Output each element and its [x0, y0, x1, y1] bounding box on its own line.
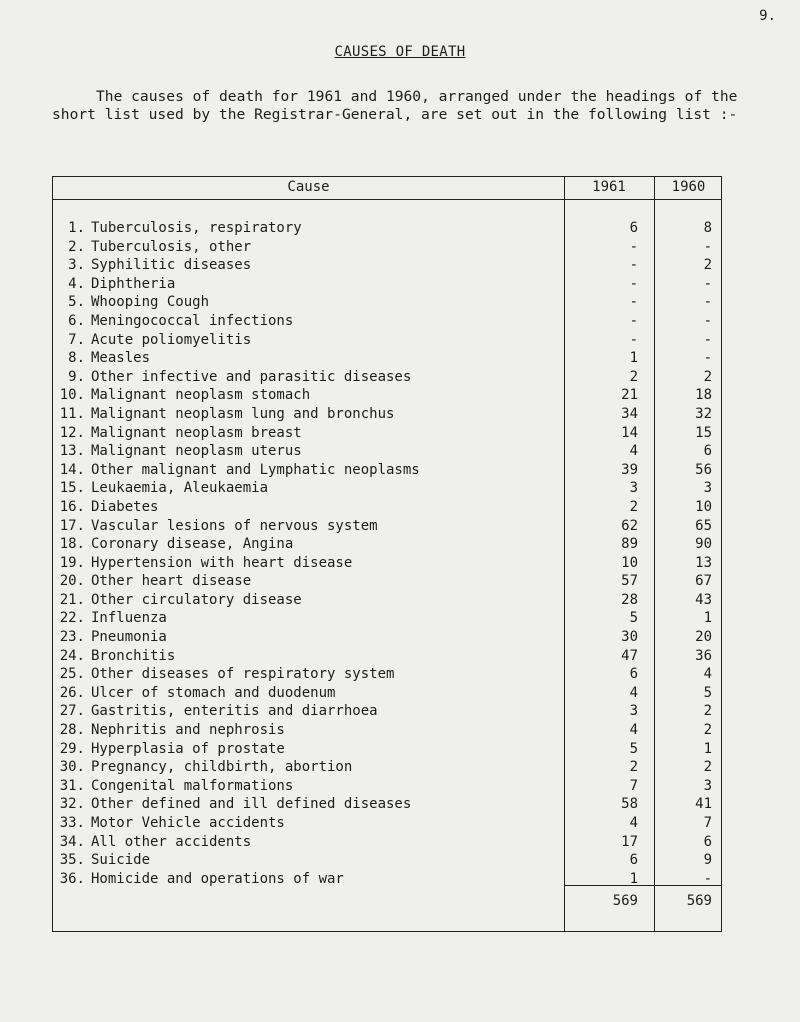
- row-number: 29.: [59, 740, 85, 757]
- row-number: 6.: [68, 312, 85, 329]
- value-1961: 39: [621, 461, 638, 478]
- value-1961: 21: [621, 387, 638, 404]
- cause-name: Malignant neoplasm lung and bronchus: [91, 405, 395, 422]
- value-1960: 43: [695, 591, 712, 608]
- value-1961: -: [629, 294, 638, 311]
- header-1961: 1961: [592, 179, 626, 195]
- row-number: 16.: [59, 498, 85, 515]
- value-1960: 6: [703, 443, 712, 460]
- value-1960: 1: [703, 740, 712, 757]
- header-rule: [53, 199, 721, 200]
- causes-table: [52, 176, 722, 932]
- value-1960: 10: [695, 498, 712, 515]
- row-number: 3.: [68, 257, 85, 274]
- cause-name: Nephritis and nephrosis: [91, 722, 285, 739]
- row-number: 1.: [68, 220, 85, 236]
- value-1960: 41: [695, 796, 712, 813]
- row-number: 31.: [59, 777, 85, 794]
- cause-name: Other diseases of respiratory system: [91, 666, 395, 683]
- value-1960: 18: [695, 387, 712, 404]
- value-1961: 2: [629, 759, 638, 776]
- value-1961: 57: [621, 573, 638, 590]
- table-row: [53, 665, 723, 684]
- value-1960: -: [703, 870, 712, 887]
- cause-name: Other circulatory disease: [91, 591, 302, 608]
- value-1961: 6: [629, 666, 638, 683]
- table-row: [53, 238, 723, 257]
- row-number: 15.: [59, 480, 85, 497]
- cause-name: Whooping Cough: [91, 294, 210, 311]
- row-number: 32.: [59, 796, 85, 813]
- value-1961: 5: [629, 610, 638, 627]
- value-1961: 3: [629, 703, 638, 720]
- value-1960: -: [703, 294, 712, 311]
- value-1960: 90: [695, 536, 712, 553]
- value-1960: 9: [703, 852, 712, 869]
- value-1960: 2: [703, 703, 712, 720]
- table-row: [53, 442, 723, 461]
- cause-name: Leukaemia, Aleukaemia: [91, 480, 269, 497]
- value-1961: 4: [629, 815, 638, 831]
- row-number: 35.: [59, 852, 85, 869]
- value-1961: 89: [621, 536, 638, 553]
- cause-name: Meningococcal infections: [91, 312, 294, 329]
- cause-name: Syphilitic diseases: [91, 257, 252, 274]
- table-row: [53, 331, 723, 350]
- value-1961: 2: [629, 368, 638, 385]
- cause-name: Pregnancy, childbirth, abortion: [91, 759, 353, 776]
- value-1960: 65: [695, 517, 712, 534]
- total-1960: 569: [686, 893, 712, 909]
- value-1960: -: [703, 275, 712, 292]
- table-row: [53, 256, 723, 275]
- row-number: 26.: [59, 684, 85, 701]
- table-row: [53, 386, 723, 405]
- row-number: 30.: [59, 759, 85, 776]
- table-row: [53, 870, 723, 889]
- value-1960: 3: [703, 777, 712, 794]
- row-number: 34.: [59, 833, 85, 850]
- cause-name: Vascular lesions of nervous system: [91, 517, 378, 534]
- row-number: 9.: [68, 368, 85, 385]
- row-number: 17.: [59, 517, 85, 534]
- cause-name: Bronchitis: [91, 647, 176, 664]
- header-1960: 1960: [671, 179, 706, 195]
- table-row: [53, 851, 723, 870]
- table-row: [53, 702, 723, 721]
- cause-name: Malignant neoplasm breast: [91, 424, 302, 441]
- intro-paragraph: The causes of death for 1961 and 1960, arranged under the headings of the short list used by the Registrar-General, are set out in the following list :-: [52, 88, 738, 123]
- value-1961: 1: [629, 870, 638, 887]
- cause-name: Tuberculosis, other: [91, 238, 252, 255]
- row-number: 5.: [68, 294, 85, 311]
- cause-name: Other infective and parasitic diseases: [91, 368, 412, 385]
- value-1961: 4: [629, 722, 638, 739]
- value-1960: 15: [695, 424, 712, 441]
- value-1960: 56: [695, 461, 712, 478]
- value-1960: 32: [695, 405, 712, 422]
- cause-name: Measles: [91, 350, 151, 367]
- value-1961: 47: [621, 647, 638, 664]
- value-1960: 2: [703, 759, 712, 776]
- row-number: 4.: [68, 275, 85, 292]
- value-1961: 17: [621, 833, 638, 850]
- row-number: 27.: [59, 703, 85, 720]
- row-number: 36.: [59, 870, 85, 887]
- value-1961: 10: [621, 554, 638, 571]
- value-1961: -: [629, 238, 638, 255]
- value-1961: 62: [621, 517, 638, 534]
- row-number: 11.: [59, 405, 85, 422]
- table-row: [53, 609, 723, 628]
- value-1961: 4: [629, 443, 638, 460]
- value-1960: -: [703, 238, 712, 255]
- value-1960: -: [703, 312, 712, 329]
- page-title: CAUSES OF DEATH: [334, 44, 466, 60]
- value-1961: 3: [629, 480, 638, 497]
- row-number: 18.: [59, 536, 85, 553]
- table-row: [53, 368, 723, 387]
- cause-name: Other heart disease: [91, 573, 252, 590]
- row-number: 22.: [59, 610, 85, 627]
- value-1960: 36: [695, 647, 712, 664]
- cause-name: Influenza: [91, 610, 167, 627]
- value-1960: -: [703, 350, 712, 367]
- table-row: [53, 833, 723, 852]
- value-1961: 2: [629, 498, 638, 515]
- value-1960: 2: [703, 722, 712, 739]
- cause-name: Hypertension with heart disease: [91, 554, 353, 571]
- value-1961: 6: [629, 220, 638, 236]
- cause-name: Congenital malformations: [91, 777, 294, 794]
- value-1961: -: [629, 257, 638, 274]
- value-1960: 2: [703, 257, 712, 274]
- table-row: [53, 628, 723, 647]
- table-row: [53, 293, 723, 312]
- total-1961: 569: [612, 893, 638, 909]
- value-1960: 7: [703, 815, 712, 831]
- cause-name: Pneumonia: [91, 629, 167, 646]
- cause-name: Hyperplasia of prostate: [91, 740, 285, 757]
- row-number: 24.: [59, 647, 85, 664]
- table-row: [53, 517, 723, 536]
- cause-name: Homicide and operations of war: [91, 870, 344, 887]
- table-row: [53, 219, 723, 238]
- cause-name: Diabetes: [91, 498, 159, 515]
- value-1961: 6: [629, 852, 638, 869]
- cause-name: Motor Vehicle accidents: [91, 815, 285, 831]
- row-number: 23.: [59, 629, 85, 646]
- table-row: [53, 572, 723, 591]
- row-number: 7.: [68, 331, 85, 348]
- table-row: [53, 312, 723, 331]
- value-1960: 4: [703, 666, 712, 683]
- value-1961: 58: [621, 796, 638, 813]
- cause-name: Malignant neoplasm uterus: [91, 443, 302, 460]
- cause-name: Ulcer of stomach and duodenum: [91, 684, 336, 701]
- table-row: [53, 479, 723, 498]
- value-1961: 34: [621, 405, 638, 422]
- row-number: 8.: [68, 350, 85, 367]
- table-row: [53, 461, 723, 480]
- row-number: 25.: [59, 666, 85, 683]
- row-number: 13.: [59, 443, 85, 460]
- page-number: 9.: [759, 8, 776, 24]
- cause-name: Coronary disease, Angina: [91, 536, 294, 553]
- value-1960: 5: [703, 684, 712, 701]
- value-1960: 2: [703, 368, 712, 385]
- value-1960: 20: [695, 629, 712, 646]
- cause-name: Diphtheria: [91, 275, 176, 292]
- value-1961: 4: [629, 684, 638, 701]
- table-row: [53, 721, 723, 740]
- cause-name: Other malignant and Lymphatic neoplasms: [91, 461, 420, 478]
- cause-name: All other accidents: [91, 833, 252, 850]
- table-row: [53, 758, 723, 777]
- row-number: 33.: [59, 815, 85, 831]
- value-1961: 28: [621, 591, 638, 608]
- table-row: [53, 814, 723, 833]
- value-1960: 67: [695, 573, 712, 590]
- table-row: [53, 740, 723, 759]
- cause-name: Gastritis, enteritis and diarrhoea: [91, 703, 378, 720]
- value-1960: 13: [695, 554, 712, 571]
- value-1961: 7: [629, 777, 638, 794]
- cause-name: Tuberculosis, respiratory: [91, 220, 302, 236]
- value-1960: 1: [703, 610, 712, 627]
- value-1961: -: [629, 275, 638, 292]
- cause-name: Suicide: [91, 852, 151, 869]
- value-1961: -: [629, 331, 638, 348]
- value-1960: 3: [703, 480, 712, 497]
- row-number: 21.: [59, 591, 85, 608]
- cause-name: Malignant neoplasm stomach: [91, 387, 311, 404]
- table-row: [53, 777, 723, 796]
- table-row: [53, 554, 723, 573]
- value-1961: 30: [621, 629, 638, 646]
- value-1961: -: [629, 312, 638, 329]
- row-number: 14.: [59, 461, 85, 478]
- table-row: [53, 349, 723, 368]
- value-1960: -: [703, 331, 712, 348]
- value-1961: 1: [629, 350, 638, 367]
- table-row: [53, 275, 723, 294]
- value-1961: 5: [629, 740, 638, 757]
- row-number: 20.: [59, 573, 85, 590]
- value-1960: 8: [703, 220, 712, 236]
- table-row: [53, 498, 723, 517]
- header-cause: Cause: [287, 179, 330, 195]
- cause-name: Other defined and ill defined diseases: [91, 796, 412, 813]
- row-number: 2.: [68, 238, 85, 255]
- row-number: 19.: [59, 554, 85, 571]
- table-row: [53, 795, 723, 814]
- row-number: 10.: [59, 387, 85, 404]
- cause-name: Acute poliomyelitis: [91, 331, 252, 348]
- table-row: [53, 647, 723, 666]
- table-row: [53, 684, 723, 703]
- row-number: 12.: [59, 424, 85, 441]
- value-1961: 14: [621, 424, 638, 441]
- table-row: [53, 591, 723, 610]
- table-row: [53, 424, 723, 443]
- value-1960: 6: [703, 833, 712, 850]
- table-row: [53, 405, 723, 424]
- table-row: [53, 535, 723, 554]
- row-number: 28.: [59, 722, 85, 739]
- table-body: [53, 219, 723, 888]
